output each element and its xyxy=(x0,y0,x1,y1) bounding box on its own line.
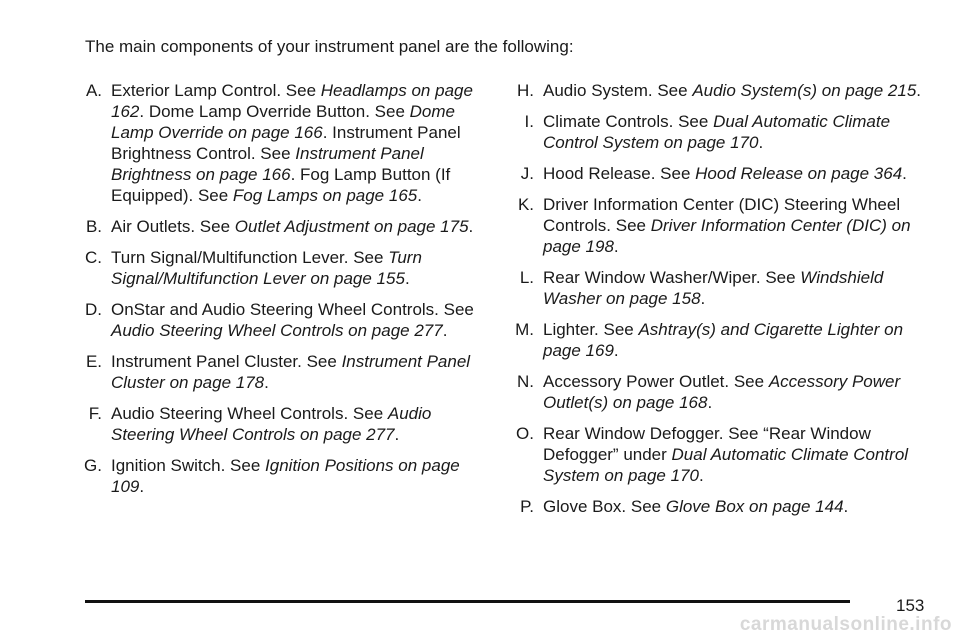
list-item xyxy=(80,216,480,237)
cross-reference-link[interactable]: Fog Lamps on page 165 xyxy=(232,186,418,205)
list-item xyxy=(80,351,480,393)
item-text xyxy=(543,423,938,486)
list-item xyxy=(508,496,938,517)
item-letter: F. xyxy=(88,404,102,423)
item-text-segment: . xyxy=(916,81,922,100)
cross-reference-link[interactable]: Instrument Panel Brightness on page 166 xyxy=(111,144,424,184)
list-item xyxy=(80,299,480,341)
list-item xyxy=(80,403,480,445)
item-letter: H. xyxy=(517,81,534,100)
item-text-segment: . xyxy=(394,425,400,444)
item-text xyxy=(543,371,938,413)
item-text xyxy=(543,194,938,257)
item-text-segment: Rear Window Washer/Wiper. See xyxy=(543,268,801,287)
item-letter: C. xyxy=(85,248,102,267)
item-text-segment: Driver Information Center (DIC) Steering Wheel Controls. See xyxy=(543,195,901,235)
cross-reference-link[interactable]: Dual Automatic Climate Control System on page 170 xyxy=(543,445,909,485)
item-letter: B. xyxy=(85,217,102,236)
item-letter: K. xyxy=(517,195,534,214)
item-text-segment: OnStar and Audio Steering Wheel Controls. See xyxy=(111,300,474,319)
list-item xyxy=(508,80,938,101)
list-item xyxy=(508,267,938,309)
item-text-segment: . xyxy=(758,133,764,152)
item-text xyxy=(111,351,480,393)
cross-reference-link[interactable]: Dual Automatic Climate Control System on page 170 xyxy=(543,112,891,152)
cross-reference-link[interactable]: Instrument Panel Cluster on page 178 xyxy=(111,352,471,392)
cross-reference-link[interactable]: Ashtray(s) and Cigarette Lighter on page 169 xyxy=(543,320,904,360)
left-column xyxy=(80,80,480,507)
item-text xyxy=(543,319,938,361)
item-text xyxy=(543,267,938,309)
item-text-segment: Instrument Panel Cluster. See xyxy=(111,352,342,371)
item-text-segment: . Instrument Panel Brightness Control. See xyxy=(111,123,461,163)
item-letter: A. xyxy=(85,81,102,100)
item-text xyxy=(111,80,480,206)
item-text-segment: Audio Steering Wheel Controls. See xyxy=(111,404,388,423)
right-column xyxy=(508,80,938,527)
item-text xyxy=(543,163,938,184)
item-text xyxy=(543,111,938,153)
item-text-segment: Climate Controls. See xyxy=(543,112,714,131)
cross-reference-link[interactable]: Audio System(s) on page 215 xyxy=(692,81,917,100)
item-letter: E. xyxy=(85,352,102,371)
item-letter: J. xyxy=(520,164,534,183)
cross-reference-link[interactable]: Driver Information Center (DIC) on page 198 xyxy=(543,216,911,256)
item-text xyxy=(543,80,938,101)
list-item xyxy=(508,111,938,153)
cross-reference-link[interactable]: Dome Lamp Override on page 166 xyxy=(111,102,455,142)
list-item xyxy=(508,371,938,413)
footer-rule xyxy=(85,600,850,603)
item-letter: N. xyxy=(517,372,534,391)
item-letter: G. xyxy=(84,456,102,475)
item-text-segment: . xyxy=(417,186,422,205)
item-text-segment: Audio System. See xyxy=(543,81,693,100)
item-text-segment: . xyxy=(404,269,410,288)
item-text-segment: Air Outlets. See xyxy=(111,217,235,236)
item-text-segment: . Dome Lamp Override Button. See xyxy=(139,102,410,121)
item-text-segment: Accessory Power Outlet. See xyxy=(543,372,769,391)
item-letter: O. xyxy=(516,424,534,443)
item-text-segment: Ignition Switch. See xyxy=(111,456,266,475)
item-text xyxy=(111,247,480,289)
list-item xyxy=(80,247,480,289)
list-item xyxy=(508,163,938,184)
item-text-segment: . xyxy=(468,217,474,236)
item-text-segment: Turn Signal/Multifunction Lever. See xyxy=(111,248,389,267)
item-text-segment: . xyxy=(902,164,907,183)
item-letter: P. xyxy=(520,497,534,516)
item-text-segment: . xyxy=(707,393,713,412)
cross-reference-link[interactable]: Turn Signal/Multifunction Lever on page 155 xyxy=(111,248,422,288)
page-number: 153 xyxy=(896,596,925,615)
item-text-segment: . xyxy=(843,497,849,516)
item-text-segment: . xyxy=(442,321,448,340)
item-letter: D. xyxy=(85,300,102,319)
item-text xyxy=(111,455,480,497)
item-text-segment: Hood Release. See xyxy=(543,164,696,183)
item-letter: I. xyxy=(524,112,534,131)
cross-reference-link[interactable]: Audio Steering Wheel Controls on page 277 xyxy=(111,321,443,340)
list-item xyxy=(508,423,938,486)
item-text xyxy=(111,216,480,237)
item-text-segment: Exterior Lamp Control. See xyxy=(111,81,321,100)
cross-reference-link[interactable]: Headlamps on page 162 xyxy=(111,81,473,121)
item-letter: M. xyxy=(515,320,534,339)
item-text-segment: . xyxy=(698,466,704,485)
item-text-segment: . xyxy=(700,289,706,308)
item-text-segment: Lighter. See xyxy=(543,320,639,339)
item-text-segment: Rear Window Defogger. See “Rear Window Defogger” under xyxy=(543,424,871,464)
item-text-segment: . xyxy=(139,477,145,496)
cross-reference-link[interactable]: Outlet Adjustment on page 175 xyxy=(234,217,469,236)
item-letter: L. xyxy=(519,268,534,287)
cross-reference-link[interactable]: Ignition Positions on page 109 xyxy=(111,456,460,496)
cross-reference-link[interactable]: Glove Box on page 144 xyxy=(665,497,844,516)
watermark: carmanualsonline.info xyxy=(739,614,952,635)
item-text xyxy=(543,496,938,517)
cross-reference-link[interactable]: Accessory Power Outlet(s) on page 168 xyxy=(543,372,901,412)
cross-reference-link[interactable]: Audio Steering Wheel Controls on page 277 xyxy=(111,404,432,444)
item-text-segment: . Fog Lamp Button (If Equipped). See xyxy=(111,165,451,205)
item-text-segment: . xyxy=(613,341,619,360)
cross-reference-link[interactable]: Windshield Washer on page 158 xyxy=(543,268,884,308)
intro-paragraph: The main components of your instrument panel are the following: xyxy=(85,37,574,56)
list-item xyxy=(508,194,938,257)
list-item xyxy=(508,319,938,361)
item-text-segment: Glove Box. See xyxy=(543,497,666,516)
item-text xyxy=(111,299,480,341)
list-item xyxy=(80,80,480,206)
list-item xyxy=(80,455,480,497)
cross-reference-link[interactable]: Hood Release on page 364 xyxy=(695,164,903,183)
item-text-segment: . xyxy=(613,237,619,256)
item-text-segment: . xyxy=(264,373,269,392)
item-text xyxy=(111,403,480,445)
